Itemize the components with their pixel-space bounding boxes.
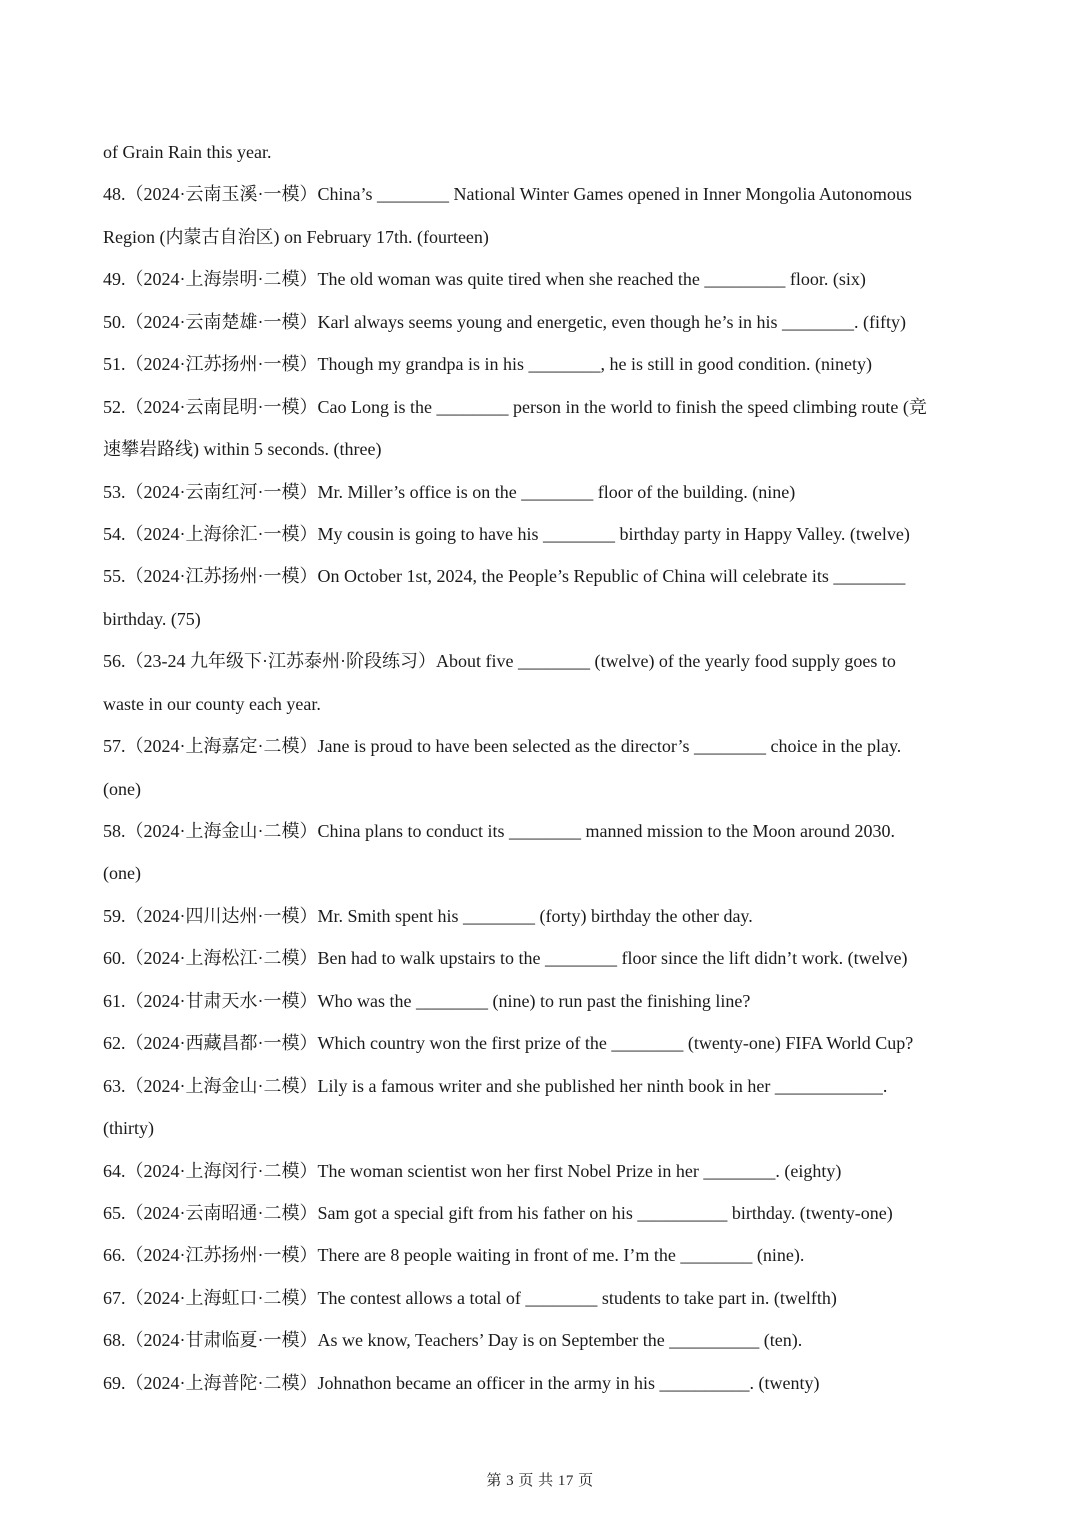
text-line: (thirty) (103, 1118, 154, 1139)
question-52: 52.（2024·云南昆明·一模）Cao Long is the ________ person in the world to finish the speed climbing route (竞 (103, 396, 927, 417)
question-68: 68.（2024·甘肃临夏·一模）As we know, Teachers’ Day is on September the __________ (ten). (103, 1330, 803, 1351)
question-58: 58.（2024·上海金山·二模）China plans to conduct its ________ manned mission to the Moon around 2030. (103, 821, 895, 841)
question-60: 60.（2024·上海松江·二模）Ben had to walk upstairs to the ________ floor since the lift didn’t work. (twelve) (103, 948, 908, 969)
question-54: 54.（2024·上海徐汇·一模）My cousin is going to have his ________ birthday party in Happy Valley. (twelve) (103, 523, 910, 544)
question-62: 62.（2024·西藏昌都·一模）Which country won the first prize of the ________ (twenty-one) FIFA World Cup? (103, 1033, 914, 1054)
text-line: waste in our county each year. (103, 693, 321, 714)
question-59: 59.（2024·四川达州·一模）Mr. Smith spent his ________ (forty) birthday the other day. (103, 905, 753, 926)
question-48: 48.（2024·云南玉溪·一模）China’s ________ National Winter Games opened in Inner Mongolia Autonomous (103, 184, 912, 205)
question-69: 69.（2024·上海普陀·二模）Johnathon became an officer in the army in his __________. (twenty) (103, 1372, 820, 1393)
question-53: 53.（2024·云南红河·一模）Mr. Miller’s office is on the ________ floor of the building. (nine) (103, 481, 796, 502)
question-57: 57.（2024·上海嘉定·二模）Jane is proud to have been selected as the director’s ________ choice in the play. (103, 736, 902, 757)
question-64: 64.（2024·上海闵行·二模）The woman scientist won her first Nobel Prize in her ________. (eighty) (103, 1160, 842, 1181)
question-61: 61.（2024·甘肃天水·一模）Who was the ________ (nine) to run past the finishing line? (103, 990, 751, 1011)
text-line: Region (内蒙古自治区) on February 17th. (fourteen) (103, 226, 489, 247)
question-55: 55.（2024·江苏扬州·一模）On October 1st, 2024, the People’s Republic of China will celebrate its ________ (103, 566, 906, 587)
question-65: 65.（2024·云南昭通·二模）Sam got a special gift from his father on his __________ birthday. (twenty-one) (103, 1202, 893, 1223)
question-50: 50.（2024·云南楚雄·一模）Karl always seems young and energetic, even though he’s in his ________. (fifty) (103, 311, 907, 332)
exercise-list (103, 131, 981, 1404)
text-line: of Grain Rain this year. (103, 142, 272, 162)
question-56: 56.（23-24 九年级下·江苏泰州·阶段练习）About five ________ (twelve) of the yearly food supply goes to (103, 651, 896, 672)
question-49: 49.（2024·上海崇明·二模）The old woman was quite tired when she reached the _________ floor. (six) (103, 269, 866, 290)
question-66: 66.（2024·江苏扬州·一模）There are 8 people waiting in front of me. I’m the ________ (nine). (103, 1245, 805, 1266)
question-67: 67.（2024·上海虹口·二模）The contest allows a total of ________ students to take part in. (twelfth) (103, 1287, 837, 1308)
text-line: (one) (103, 863, 141, 884)
text-line: birthday. (75) (103, 608, 201, 629)
question-63: 63.（2024·上海金山·二模）Lily is a famous writer and she published her ninth book in her ____________. (103, 1075, 888, 1096)
question-51: 51.（2024·江苏扬州·一模）Though my grandpa is in his ________, he is still in good condition. (ninety) (103, 354, 872, 375)
text-line: (one) (103, 778, 141, 799)
text-line: 速攀岩路线) within 5 seconds. (three) (103, 439, 382, 460)
page-number-footer: 第 3 页 共 17 页 (486, 1473, 594, 1489)
